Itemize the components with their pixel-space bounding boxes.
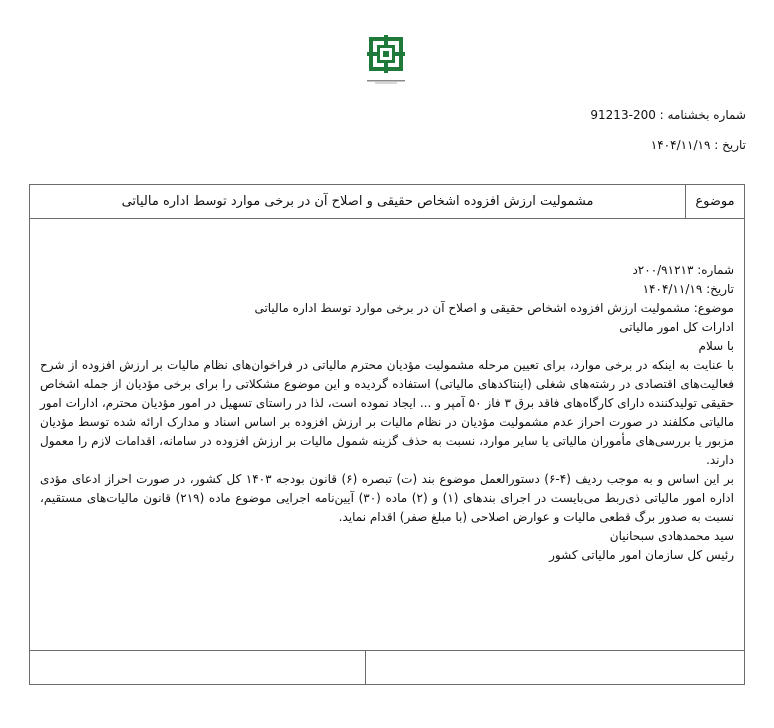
letter-paragraph: با عنایت به اینکه در برخی موارد، برای تعیین مرحله مشمولیت مؤدیان محترم مالیاتی در فراخوان‌های نظام مالیات بر ارزش افزوده از شرح فعالیت‌های اقتصادی در رشته‌های شغلی (اینتاکدهای مالیاتی) استفاده گردیده و این موضوع مشکلاتی را برای برخی مؤدیان از جمله اشخاص حقیقی تولیدکننده دارای کارگاه‌های فاقد برق ۳ فاز ۵۰ آمپر و ... ایجاد نموده است، لذا در راستای تسهیل در امور مؤدیان محترم، ادارات امور مالیاتی مکلفند در صورت احراز عدم مشمولیت مؤدیان در نظام مالیات بر ارزش افزوده بر اساس اسناد و مدارک ارائه شده توسط مؤدیان مزبور یا بررسی‌های مأموران مالیاتی یا سایر موارد، نسبت به حذف گزینه شمول مالیات بر ارزش افزوده در سامانه، اقدامات لازم را معمول دارند. bbox=[40, 358, 734, 467]
subject-label: موضوع bbox=[685, 185, 744, 218]
signer-name: سید محمدهادی سبحانیان bbox=[609, 529, 734, 543]
organization-logo bbox=[361, 35, 411, 89]
circular-number: شماره بخشنامه : 200-91213 bbox=[590, 108, 746, 122]
letter-addressee: ادارات کل امور مالیاتی bbox=[619, 320, 734, 334]
subject-row bbox=[30, 185, 744, 219]
footer-cell bbox=[30, 651, 366, 684]
letter-frame bbox=[29, 184, 745, 685]
letter-number: شماره: ۲۰۰/۹۱۲۱۳د bbox=[632, 263, 734, 277]
footer-row bbox=[30, 650, 744, 684]
letter-subject: موضوع: مشمولیت ارزش افزوده اشخاص حقیقی و اصلاح آن در برخی موارد توسط اداره مالیاتی bbox=[254, 301, 734, 315]
subject-text: مشمولیت ارزش افزوده اشخاص حقیقی و اصلاح آن در برخی موارد توسط اداره مالیاتی bbox=[121, 194, 594, 209]
letter-body bbox=[40, 261, 734, 565]
letter-date: تاریخ: ۱۴۰۴/۱۱/۱۹ bbox=[642, 282, 734, 296]
letter-paragraph: بر این اساس و به موجب ردیف (۴-۶) دستورالعمل موضوع بند (ت) تبصره (۶) قانون بودجه ۱۴۰۳ کل کشور، در صورت احراز ادعای مؤدی اداره امور مالیاتی ذی‌ربط می‌بایست در اجرای بندهای (۱) و (۲) ماده (۳۰) آیین‌نامه اجرایی موضوع ماده (۲۱۹) قانون مالیات‌های مستقیم، نسبت به صدور برگ قطعی مالیات و عوارض اصلاحی (با مبلغ صفر) اقدام نماید. bbox=[40, 472, 734, 524]
tax-organization-emblem-icon bbox=[367, 35, 405, 73]
circular-date: تاریخ : ۱۴۰۴/۱۱/۱۹ bbox=[650, 138, 746, 152]
letter-greeting: با سلام bbox=[698, 339, 734, 353]
signer-title: رئیس کل سازمان امور مالیاتی کشور bbox=[549, 548, 734, 562]
logo-caption-mark bbox=[365, 77, 407, 85]
footer-cell bbox=[366, 651, 744, 684]
